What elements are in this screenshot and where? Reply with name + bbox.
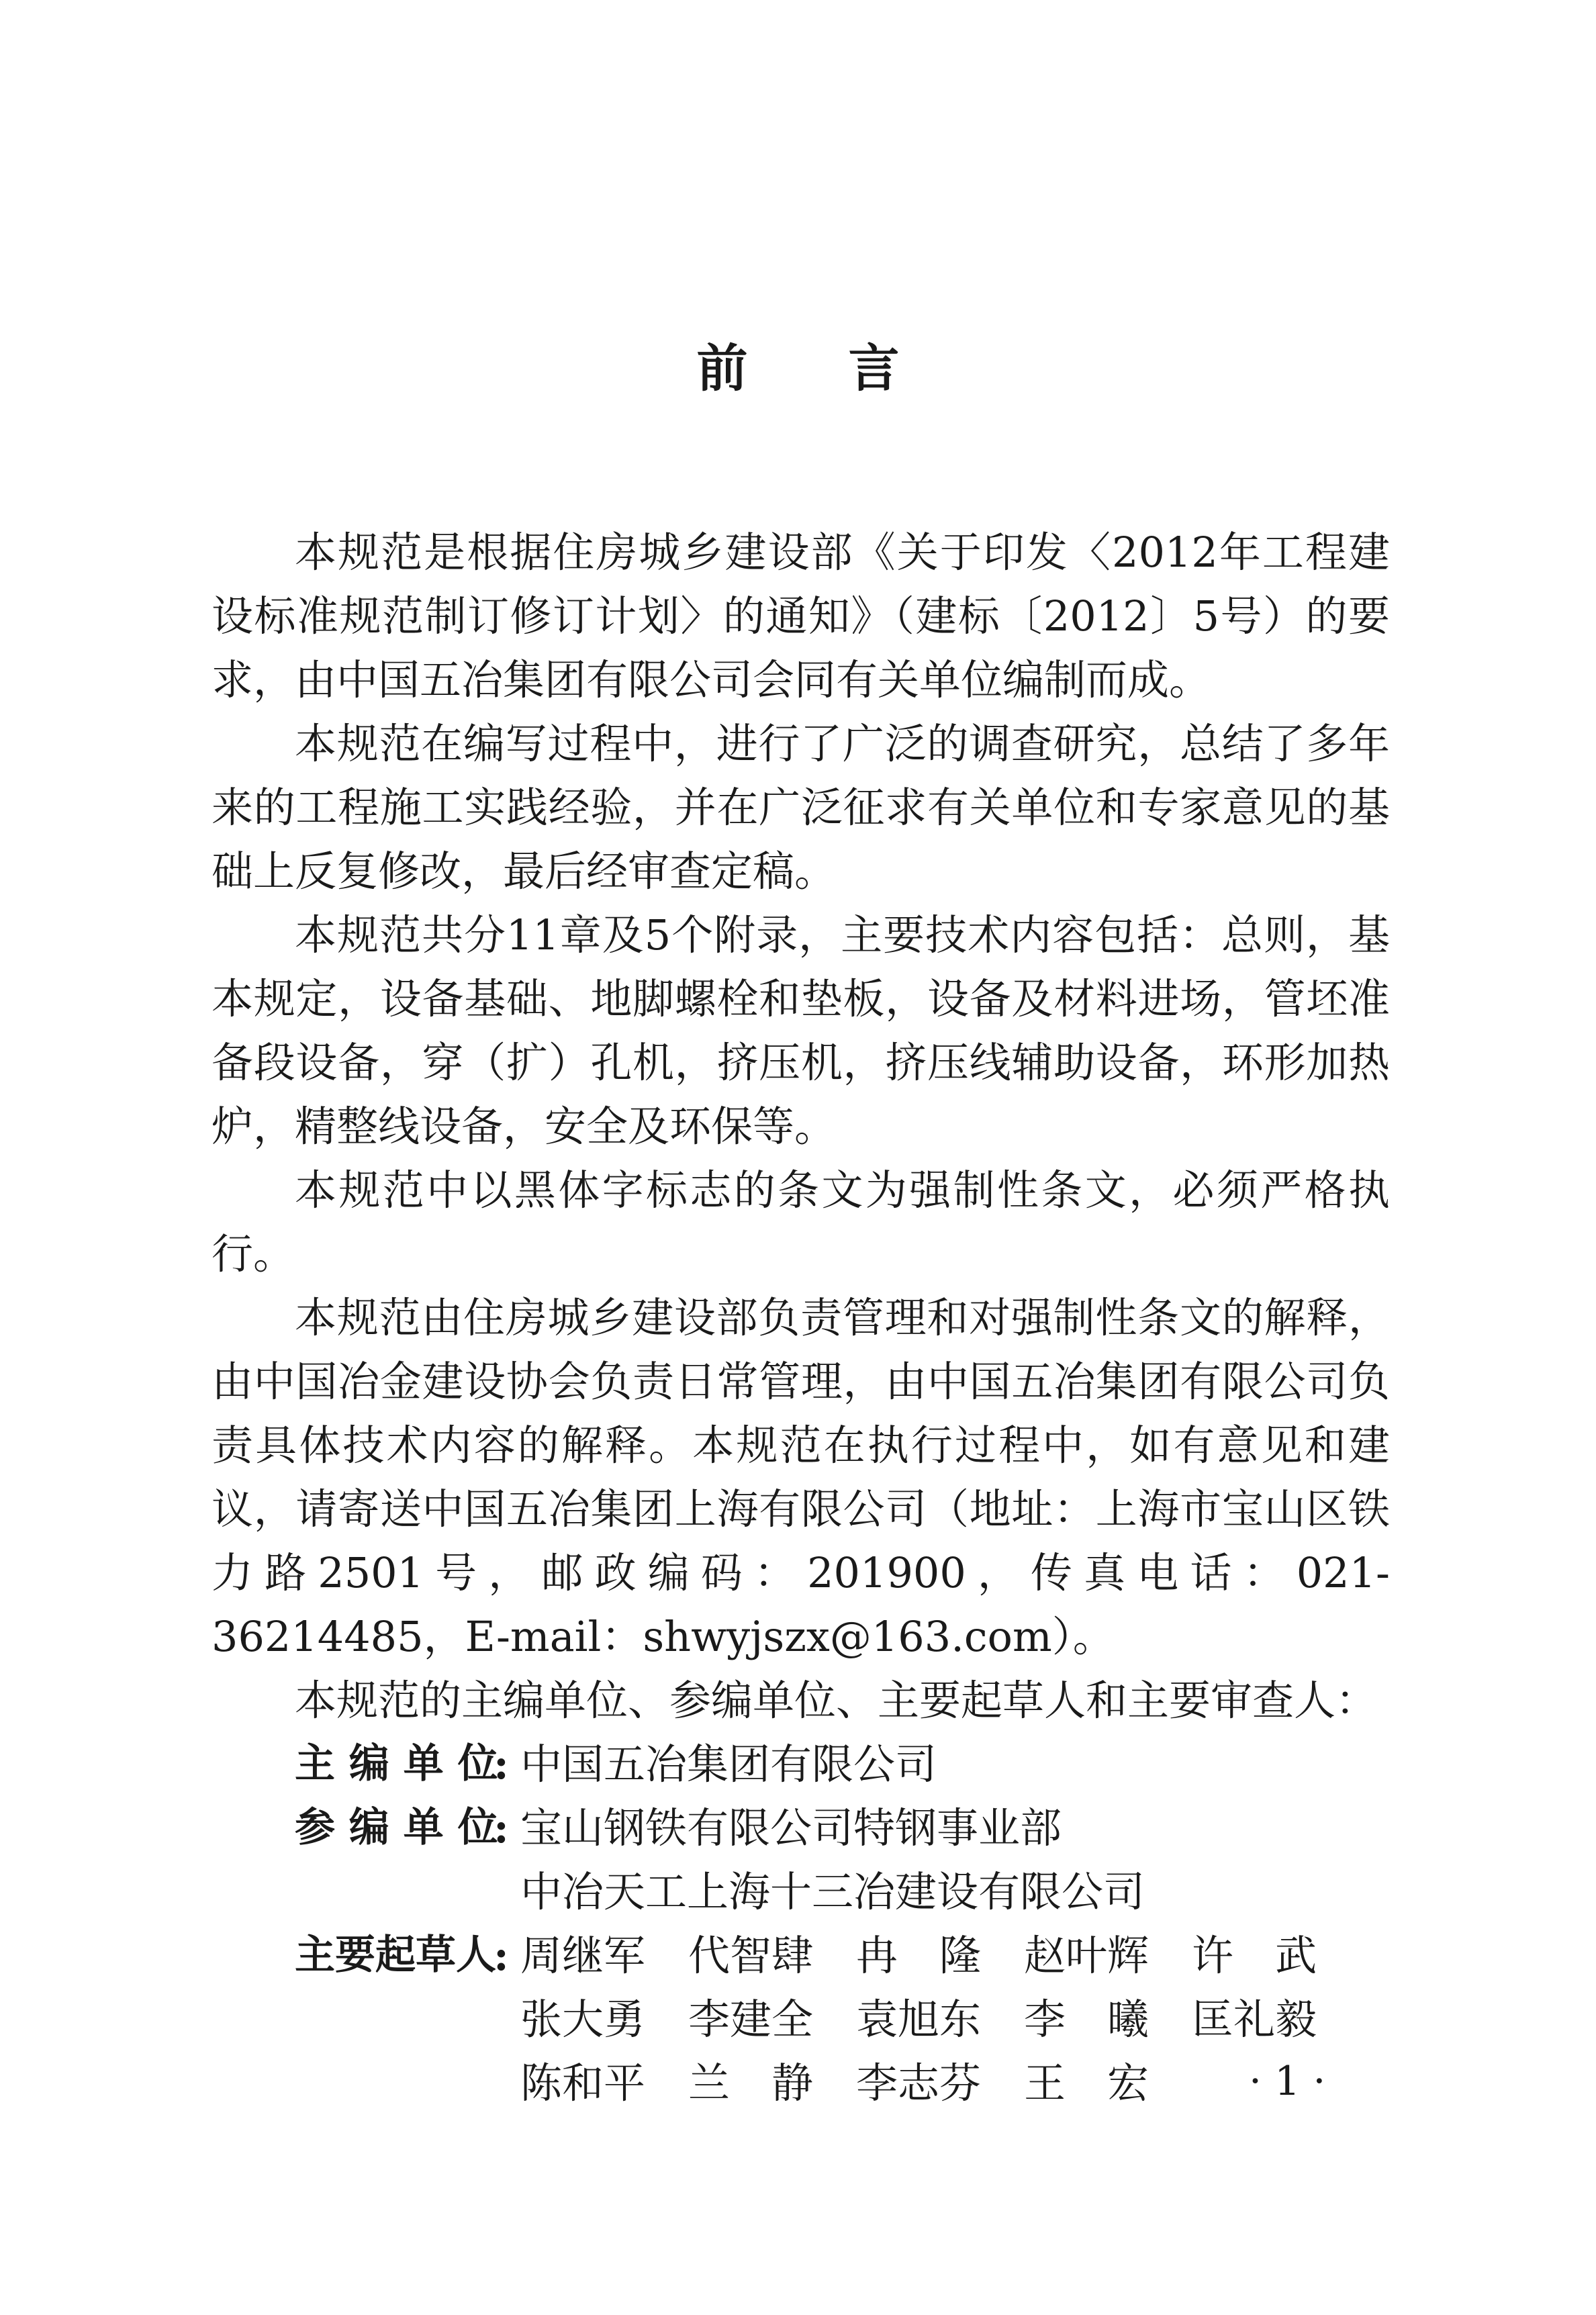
colon: : <box>494 1740 509 1789</box>
participating-units-label: 参 编 单 位 <box>295 1804 498 1851</box>
drafters-label: 主要起草人 <box>295 1932 496 1979</box>
drafter-name: 冉 隆 <box>856 1931 982 1980</box>
paragraph: 本规范在编写过程中，进行了广泛的调查研究，总结了多年来的工程施工实践经验，并在广泛征求有关单位和专家意见的基础上反复修改，最后经审查定稿。 <box>212 719 1390 896</box>
paragraph: 本规范由住房城乡建设部负责管理和对强制性条文的解释，由中国冶金建设协会负责日常管理，由中国五冶集团有限公司负责具体技术内容的解释。本规范在执行过程中，如有意见和建议，请寄送中国五冶集团上海有限公司（地址：上海市宝山区铁力路2501号，邮政编码：201900，传真电话：021-36214485，E-mail：shwyjszx@163.com）。 <box>212 1293 1390 1661</box>
drafter-name: 袁旭东 <box>856 1995 982 2044</box>
drafter-name: 兰 静 <box>688 2059 814 2108</box>
colon: : <box>494 1803 509 1852</box>
drafter-name: 代智肆 <box>688 1931 814 1980</box>
chief-unit-row <box>212 1732 1390 1796</box>
participating-units-row <box>212 1796 1390 1860</box>
drafter-name: 李建全 <box>688 1995 814 2044</box>
drafter-name: 赵叶辉 <box>1024 1931 1149 1980</box>
paragraph: 本规范共分11章及5个附录，主要技术内容包括：总则，基本规定，设备基础、地脚螺栓和垫板，设备及材料进场，管坯准备段设备，穿（扩）孔机，挤压机，挤压线辅助设备，环形加热炉，精整线设备，安全及环保等。 <box>212 910 1390 1151</box>
drafters-row <box>212 2051 1390 2115</box>
drafter-name: 许 武 <box>1192 1931 1317 1980</box>
preface-body <box>212 520 1390 2115</box>
paragraph: 本规范中以黑体字标志的条文为强制性条文，必须严格执行。 <box>212 1166 1390 1278</box>
title-char-1: 前 <box>696 338 748 398</box>
page-number: · 1 · <box>1249 2058 1326 2105</box>
drafter-name: 李志芬 <box>856 2059 982 2108</box>
paragraph: 本规范是根据住房城乡建设部《关于印发〈2012年工程建设标准规范制订修订计划〉的通知》（建标〔2012〕5号）的要求，由中国五冶集团有限公司会同有关单位编制而成。 <box>212 528 1390 704</box>
participating-units-row <box>212 1860 1390 1924</box>
participating-unit: 宝山钢铁有限公司特钢事业部 <box>520 1803 1062 1852</box>
paragraph: 本规范的主编单位、参编单位、主要起草人和主要审查人： <box>295 1676 1378 1725</box>
page-title <box>0 328 1596 401</box>
colon: : <box>494 1931 509 1980</box>
drafters-row <box>212 1924 1390 1987</box>
drafter-name: 张大勇 <box>520 1995 646 2044</box>
drafter-name: 陈和平 <box>520 2059 646 2108</box>
drafter-name: 匡礼毅 <box>1192 1995 1317 2044</box>
drafters-row <box>212 1987 1390 2051</box>
chief-unit-value: 中国五冶集团有限公司 <box>520 1740 937 1789</box>
drafter-name: 王 宏 <box>1024 2059 1149 2108</box>
participating-unit: 中冶天工上海十三冶建设有限公司 <box>520 1867 1145 1916</box>
chief-unit-label: 主 编 单 位 <box>295 1740 498 1787</box>
drafter-name: 李 曦 <box>1024 1995 1149 2044</box>
title-char-2: 言 <box>848 338 900 398</box>
drafter-name: 周继军 <box>520 1931 646 1980</box>
